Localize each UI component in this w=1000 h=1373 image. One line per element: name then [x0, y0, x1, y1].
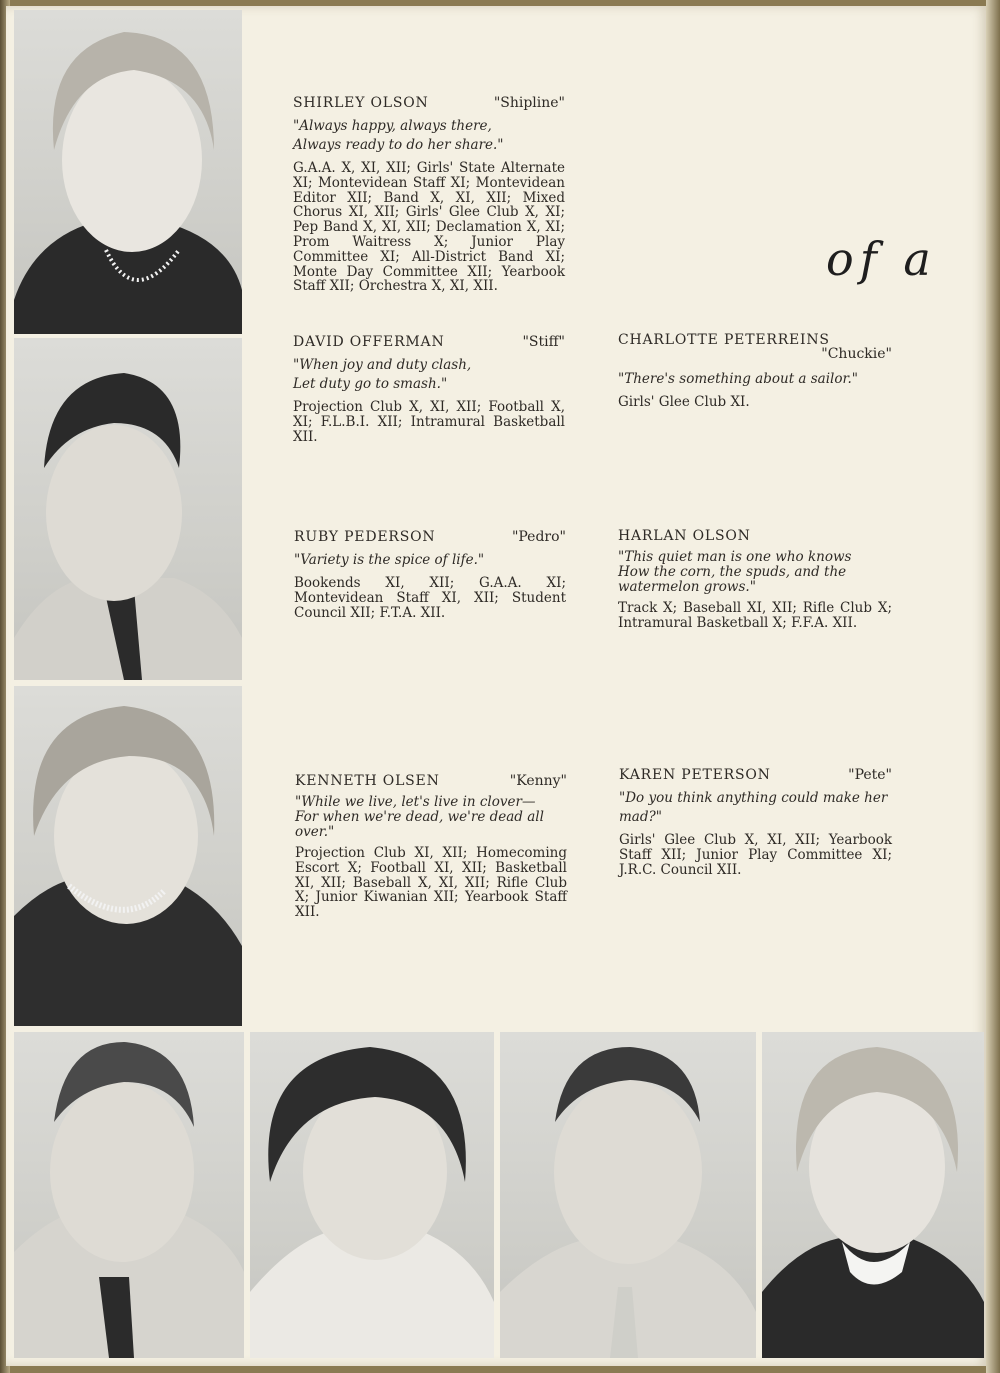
portrait-photo-6 — [500, 1032, 756, 1358]
quote-line: "Variety is the spice of life." — [294, 552, 485, 568]
entry-ruby-pederson — [294, 529, 566, 620]
quote-line: How the corn, the spuds, and the watermelon grows." — [618, 564, 847, 595]
quote-line: "Always happy, always there, — [293, 118, 492, 134]
student-quote — [294, 551, 566, 570]
entry-david-offerman — [293, 334, 565, 444]
student-activities: Projection Club XI, XII; Homecoming Escort X; Football XI, XII; Basketball XI, XII; Baseball X, XI, XII; Rifle Club X; Junior Kiwanian XII; Yearbook Staff XII. — [295, 845, 567, 921]
student-name: HARLAN OLSON — [618, 528, 751, 544]
student-name: RUBY PEDERSON — [294, 529, 436, 545]
student-activities: G.A.A. X, XI, XII; Girls' State Alternate XI; Montevidean Staff XI; Montevidean Editor XII; Band X, XI, XII; Mixed Chorus XI, XII; Girls' Glee Club X, XI; Pep Band X, XI, XII; Declamation X, XI; Prom Waitress X; Junior Play Committee XI; All-District Band XI; Monte Day Committee XII; Yearbook Staff XII; Orchestra X, XI, XII. — [293, 160, 565, 295]
quote-line: "There's something about a sailor." — [618, 371, 858, 387]
student-nickname: "Pete" — [848, 767, 892, 783]
quote-line: For when we're dead, we're dead all over." — [295, 809, 544, 840]
quote-line: Always ready to do her share." — [293, 137, 504, 153]
student-nickname: "Stiff" — [522, 334, 565, 350]
student-name: KENNETH OLSEN — [295, 773, 440, 789]
student-quote — [618, 370, 892, 389]
quote-line: "While we live, let's live in clover— — [295, 794, 536, 810]
portrait-photo-3 — [14, 686, 242, 1026]
entry-karen-peterson — [619, 767, 892, 877]
quote-line: "Do you think anything could make her mad?" — [619, 790, 888, 825]
student-nickname: "Chuckie" — [821, 346, 892, 362]
portrait-photo-7 — [762, 1032, 984, 1358]
student-name: DAVID OFFERMAN — [293, 334, 445, 350]
portrait-photo-1 — [14, 10, 242, 334]
student-quote — [293, 117, 565, 155]
student-quote — [618, 550, 892, 595]
portrait-photo-5 — [250, 1032, 494, 1358]
quote-line: Let duty go to smash." — [293, 376, 448, 392]
script-heading-label: of a — [826, 232, 937, 286]
student-name: SHIRLEY OLSON — [293, 95, 429, 111]
student-activities: Track X; Baseball XI, XII; Rifle Club X; Intramural Basketball X; F.F.A. XII. — [618, 600, 892, 631]
student-activities: Girls' Glee Club XI. — [618, 394, 750, 410]
page-edge-right — [986, 0, 1000, 1373]
student-nickname: "Kenny" — [509, 773, 567, 789]
entry-charlotte-peterreins — [618, 332, 892, 410]
student-name: CHARLOTTE PETERREINS — [618, 332, 830, 348]
student-nickname: "Pedro" — [511, 529, 566, 545]
student-quote — [619, 789, 892, 827]
student-name: KAREN PETERSON — [619, 767, 771, 783]
student-activities: Bookends XI, XII; G.A.A. XI; Montevidean Staff XI, XII; Student Council XII; F.T.A. XII. — [294, 575, 566, 621]
student-quote — [295, 795, 567, 840]
quote-line: "This quiet man is one who knows — [618, 549, 852, 565]
quote-line: "When joy and duty clash, — [293, 357, 472, 373]
entry-harlan-olson — [618, 528, 892, 631]
student-activities: Projection Club X, XI, XII; Football X, XI; F.L.B.I. XII; Intramural Basketball XII. — [293, 399, 565, 445]
entry-kenneth-olsen — [295, 773, 567, 920]
portrait-photo-2 — [14, 338, 242, 680]
student-quote — [293, 356, 565, 394]
entry-shirley-olson — [293, 95, 565, 294]
portrait-photo-4 — [14, 1032, 244, 1358]
student-activities: Girls' Glee Club X, XI, XII; Yearbook Staff XII; Junior Play Committee XI; J.R.C. Council XII. — [619, 832, 892, 878]
student-nickname: "Shipline" — [493, 95, 565, 111]
